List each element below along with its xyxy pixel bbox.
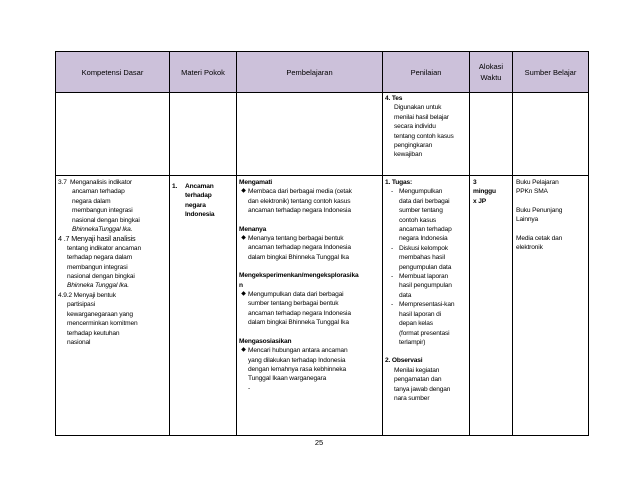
tugas-line: ancaman terhadap [399,226,452,234]
eksperimen-line: ancaman terhadap negara Indonesia [248,309,351,317]
cell-alokasi-empty [470,93,513,176]
materi-number: 1. [172,183,178,190]
tugas-line: hasil pengumpulan [399,282,452,290]
kd-line: negara dalam [72,197,111,205]
menanya-line: Menanya tentang berbagai bentuk [248,235,344,243]
kd-line: membangun integrasi [72,207,133,215]
kd-3-7-first: Menganalisis indikator [70,179,132,186]
header-row [56,52,589,93]
bullet-icon: ◆ [241,347,246,354]
bullet-icon: ◆ [241,235,246,242]
tes-line: pengingkaran [394,142,433,150]
tugas-line: membahas hasil [399,254,445,262]
cell-sumber-belajar [513,176,589,436]
tes-line: menilai hasil belajar [394,113,449,121]
mengamati-line: ancaman terhadap negara Indonesia [248,207,351,215]
tugas-line: Diskusi kelompok [399,244,448,252]
tugas-item-body [399,300,454,347]
materi-line: Ancaman [185,183,214,190]
tugas-item-body [399,187,452,243]
materi-line: Indonesia [185,211,215,219]
alokasi-line: x JP [473,197,486,205]
materi-item [172,182,234,191]
kd-line: BhinnekaTunggal Ika. [72,226,133,234]
asosiasi-line: Tunggal Ikaan warganegara [248,375,327,383]
materi-line: terhadap [185,192,212,200]
sumber-line: Buku Penunjang [516,206,563,214]
alokasi-line: minggu [473,188,496,196]
tugas-line: negara Indonesia [399,235,448,243]
table-row [56,93,589,176]
observasi-title: 2. Observasi [385,357,423,365]
kd-3-7-number: 3.7 [58,179,67,186]
tugas-line: data dari berbagai [399,197,450,205]
observasi-line: pengamatan dan [394,376,442,384]
asosiasi-bullet [239,346,380,355]
dash-marker: - [391,301,394,309]
cell-penilaian-tes [383,93,470,176]
dash-marker: - [391,273,394,281]
tugas-item [385,272,467,300]
cell-materi-pokok [170,176,237,436]
tugas-line: Mengumpulkan [399,188,443,196]
tugas-line: data [399,291,412,299]
menanya-line: ancaman terhadap negara Indonesia [248,244,351,252]
observasi-line: tanya jawab dengan [394,385,451,393]
menanya-title: Menanya [239,225,267,233]
observasi-line: nara sumber [394,394,430,402]
materi-line: negara [185,201,206,209]
sumber-line [516,197,585,206]
menanya-bullet [239,234,380,243]
page-number: 25 [314,438,324,447]
tes-line: Digunakan untuk [394,104,442,112]
eksperimen-line: dalam bingkai Bhinneka Tunggal Ika [248,319,349,327]
observasi-line: Menilai kegiatan [394,366,440,374]
kd-line: ancaman terhadap [72,188,125,196]
bullet-icon: ◆ [241,188,246,195]
tugas-item-body [399,244,451,272]
asosiasi-title: Mengasosiasikan [239,337,292,345]
cell-alokasi-waktu [470,176,513,436]
cell-kd-empty [56,93,170,176]
header-materi-pokok: Materi Pokok [170,52,237,93]
eksperimen-line: sumber tentang berbagai bentuk [248,300,339,308]
kd-line: Bhinneka Tunggal Ika. [67,282,129,290]
tugas-item-body [399,272,452,300]
kd-line: membangun integrasi [67,263,128,271]
alokasi-line: 3 [473,179,477,186]
tugas-line: Mempresentasi-kan [399,301,455,309]
menanya-line: dalam bingkai Bhinneka Tunggal Ika [248,253,349,261]
sumber-line: PPKn SMA [516,188,548,196]
cell-pembelajaran [237,176,383,436]
tugas-line: sumber tentang [399,207,443,215]
tugas-line: Membuat laporan [399,273,449,281]
tugas-title: 1. Tugas: [385,179,413,186]
kd-line: terhadap negara dalam [67,254,133,262]
tugas-line: hasil laporan di [399,310,441,318]
table-row [56,176,589,436]
header-pembelajaran: Pembelajaran [237,52,383,93]
tugas-line: depan kelas [399,320,433,328]
sumber-line: Media cetak dan [516,234,563,242]
tugas-line: terlampir) [399,338,426,346]
kd-line: mencerminkan komitmen [67,320,138,328]
dash-marker: - [391,188,394,196]
eksperimen-line: Mengumpulkan data dari berbagai [248,291,344,299]
kd-line: partisipasi [67,301,96,309]
asosiasi-line: Mencari hubungan antara ancaman [248,347,348,355]
sumber-line [516,225,585,234]
tugas-item [385,187,467,243]
cell-kompetensi-dasar [56,176,170,436]
cell-pembelajaran-empty [237,93,383,176]
sumber-line: Buku Pelajaran [516,179,559,186]
kd-line: terhadap keutuhan [67,329,120,337]
tes-line: kewajiban [394,151,422,159]
header-penilaian: Penilaian [383,52,470,93]
tes-line: tentang contoh kasus [394,132,454,140]
cell-penilaian [383,176,470,436]
tugas-item [385,300,467,347]
kd-line: nasional dengan bingkai [67,273,135,281]
kd-4-9-2-first: 4.9.2 Menyaji bentuk [58,291,116,299]
tugas-line: (format presentasi [399,329,450,337]
asosiasi-line: yang dilakukan terhadap Indonesia [248,356,346,364]
header-alokasi-waktu: Alokasi Waktu [470,52,513,93]
header-sumber-belajar: Sumber Belajar [513,52,589,93]
tugas-line: pengumpulan data [399,263,452,271]
eksperimen-title: Mengeksperimenkan/mengeksplorasika [239,272,359,280]
tugas-line: contoh kasus [399,216,437,224]
kd-line: tentang indikator ancaman [67,244,141,252]
tes-line: secara individu [394,123,436,131]
syllabus-table [55,51,589,436]
eksperimen-bullet [239,290,380,299]
eksperimen-title-cont: n [239,281,243,289]
mengamati-line: Membaca dari berbagai media (cetak [248,188,352,196]
cell-sumber-empty [513,93,589,176]
bullet-icon: ◆ [241,291,246,298]
kd-line: kewarganegaraan yang [67,310,133,318]
dash-marker: - [391,244,394,252]
kd-3-7 [58,178,167,187]
mengamati-bullet [239,187,380,196]
kd-line: nasional dengan bingkai [72,216,140,224]
cell-materi-empty [170,93,237,176]
tes-title: 4. Tes [385,95,403,102]
mengamati-line: dan elektronik) tentang contoh kasus [248,197,351,205]
asosiasi-tail: - [248,384,251,392]
mengamati-title: Mengamati [239,179,273,186]
sumber-line: elektronik [516,244,543,252]
tugas-item [385,244,467,272]
sumber-line: Lainnya [516,216,539,224]
header-kompetensi-dasar: Kompetensi Dasar [56,52,170,93]
kd-4-7-first: 4 .7 Menyaji hasil analisis [58,234,136,244]
kd-line: nasional [67,338,91,346]
asosiasi-line: dengan lemahnya rasa kebhinneka [248,365,346,373]
